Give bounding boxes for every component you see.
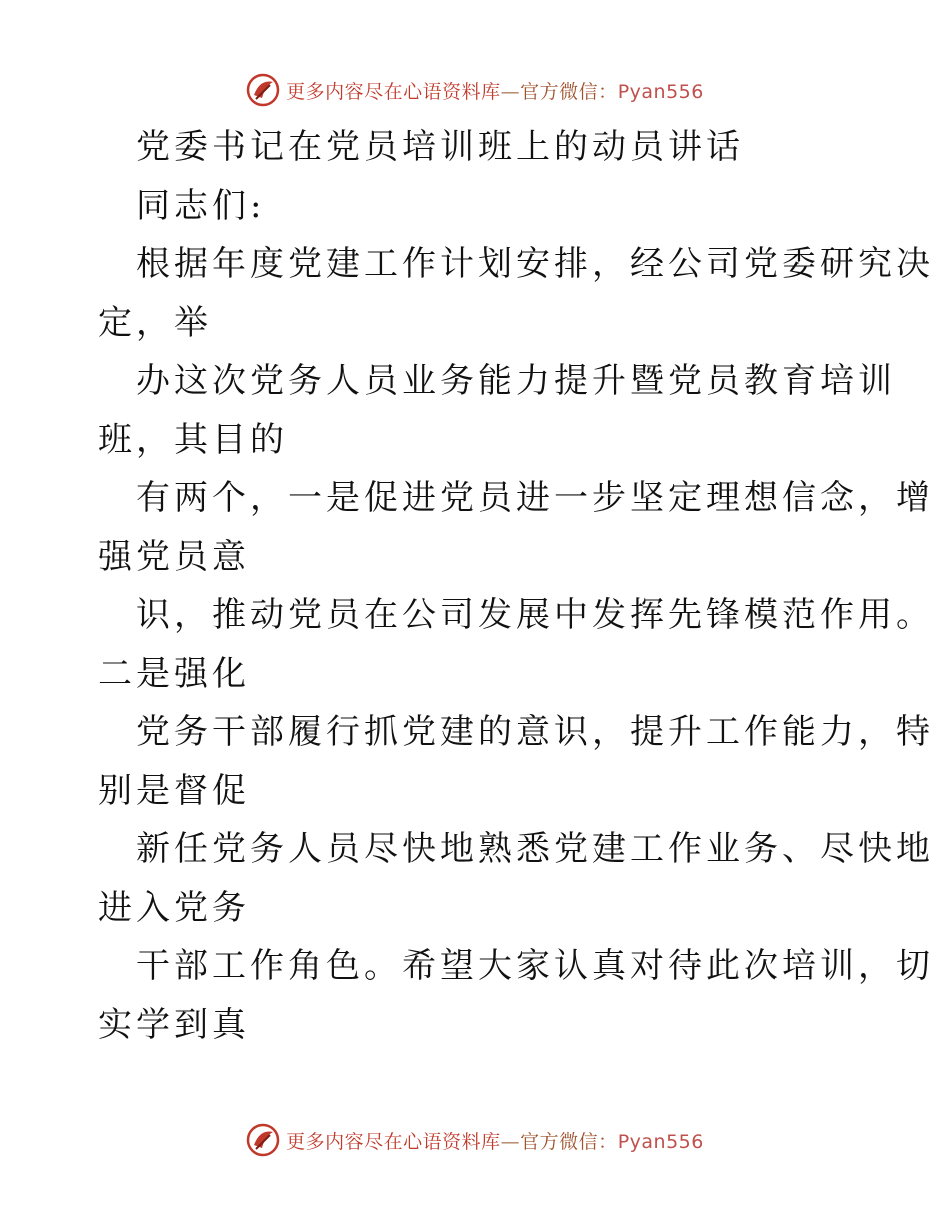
- salutation: 同志们:: [136, 185, 266, 226]
- paragraph-line: 办这次党务人员业务能力提升暨党员教育培训: [136, 361, 896, 401]
- paragraph-line: 班，其目的: [98, 419, 288, 460]
- paragraph-line: 强党员意: [98, 536, 250, 577]
- paragraph-line: 进入党务: [98, 887, 250, 928]
- paragraph-line: 党务干部履行抓党建的意识，提升工作能力，特: [136, 712, 934, 752]
- paragraph-line: 实学到真: [98, 1004, 250, 1045]
- watermark-text: 更多内容尽在心语资料库—官方微信：Pyan556: [286, 80, 704, 103]
- paragraph-line: 定，举: [98, 302, 212, 343]
- paragraph-line: 新任党务人员尽快地熟悉党建工作业务、尽快地: [136, 829, 934, 869]
- header-watermark: [0, 70, 950, 110]
- document-title: 党委书记在党员培训班上的动员讲话: [136, 127, 744, 167]
- paragraph-line: 干部工作角色。希望大家认真对待此次培训，切: [136, 946, 934, 986]
- paragraph-line: 根据年度党建工作计划安排，经公司党委研究决: [136, 244, 934, 284]
- watermark-text: 更多内容尽在心语资料库—官方微信：Pyan556: [286, 1130, 704, 1153]
- logo-icon: [246, 1123, 280, 1157]
- paragraph-line: 识，推动党员在公司发展中发挥先锋模范作用。: [136, 595, 934, 635]
- paragraph-line: 别是督促: [98, 770, 250, 811]
- footer-watermark: [0, 1120, 950, 1160]
- paragraph-line: 二是强化: [98, 653, 250, 694]
- logo-icon: [246, 73, 280, 107]
- paragraph-line: 有两个，一是促进党员进一步坚定理想信念，增: [136, 478, 934, 518]
- document-body: [98, 118, 934, 1054]
